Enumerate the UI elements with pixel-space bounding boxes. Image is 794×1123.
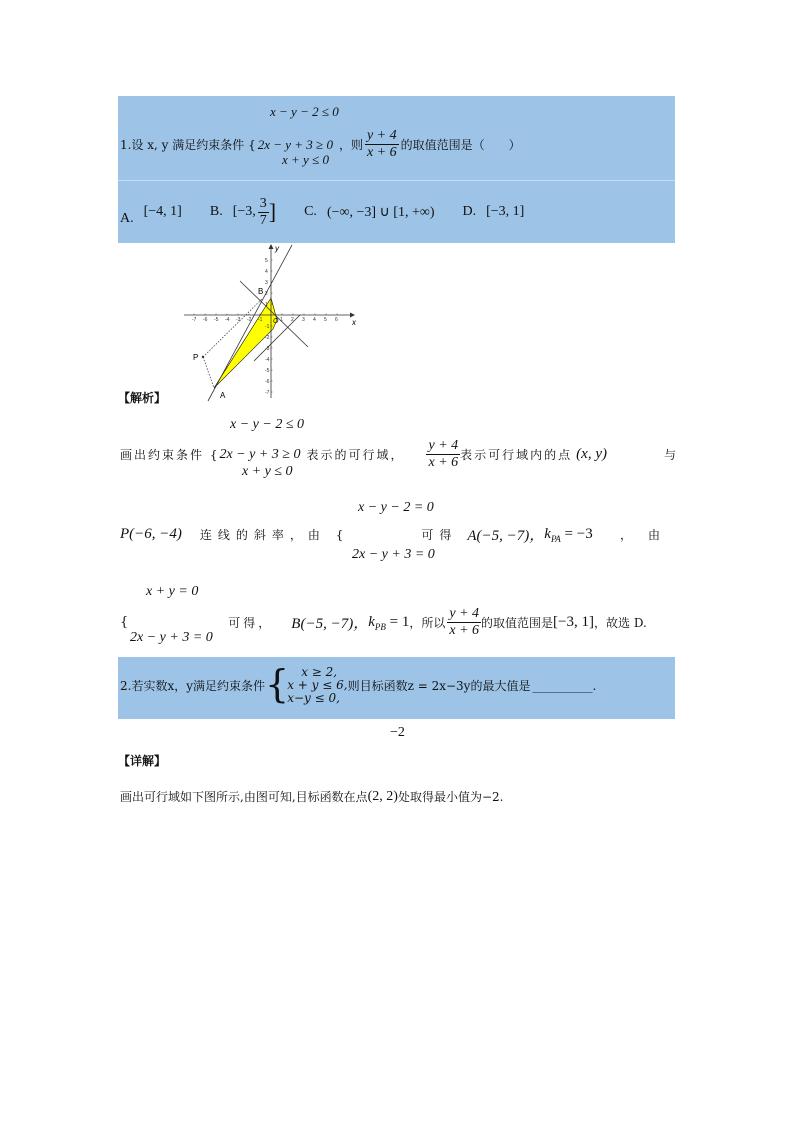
y-tick-label: -3 [265,346,270,352]
q2-blank[interactable]: __________ [532,678,593,693]
feasible-region [214,298,277,388]
analysis-line3-get: 可得， [228,616,274,630]
answer-heading: 【详解】 [118,754,167,768]
analysis-frac2-den: x + 6 [449,623,480,638]
y-tick-label: -2 [265,335,270,341]
analysis-line1-mid: 表示的可行域， [306,448,405,462]
option-b-value-post[interactable]: ] [268,199,277,224]
slope-pb-k: k [368,613,375,630]
y-tick-label: 4 [265,269,268,275]
answer-text-post: 处取得最小值为−2. [397,790,504,804]
x-tick-label: 6 [335,317,338,323]
x-tick-label: -4 [225,317,230,323]
analysis-line1-post: 表示可行域内的点 [460,448,573,462]
option-d-label[interactable]: D. [462,204,477,219]
x-tick-label: -6 [203,317,208,323]
analysis-eq-2: 2x − y + 3 = 0 [352,547,435,562]
analysis-line2-get: 可得 [421,528,458,542]
q1-fraction [365,128,399,161]
option-b-den: 7 [259,212,267,228]
analysis-frac-den: x + 6 [428,455,459,470]
analysis-point-xy: (x, y) [576,446,607,462]
point-p-coord: P(−6, −4) [120,526,182,542]
y-tick-label: 5 [265,258,268,264]
analysis-heading: 【解析】 [118,391,167,405]
q2-constraints [287,666,347,705]
slope-pa-k: k [544,525,551,542]
analysis-line-2 [120,524,676,545]
x-tick-label: -2 [247,317,252,323]
analysis-fraction [426,438,460,471]
slope-pb-value: = 1 [385,613,410,630]
q2-constraint-2: x + y ≤ 6, [287,678,348,692]
slope-pb [368,614,409,632]
option-b-num: 3 [259,195,267,211]
option-a-value[interactable]: [−4, 1] [143,204,182,219]
label-y-axis: y [275,244,279,253]
label-a: A [220,391,226,400]
q1-prefix: 1.设 x, y 满足约束条件 { [120,138,256,152]
q1-constraint-2: 2x − y + 3 ≥ 0 [257,136,333,152]
option-c-label[interactable]: C. [304,204,317,219]
x-tick-label: 4 [313,317,316,323]
label-p: P [193,353,199,362]
analysis-eq-1: x − y − 2 = 0 [358,500,434,515]
answer-point: (2, 2) [367,788,398,804]
analysis-eq-4: 2x − y + 3 = 0 [130,630,213,645]
option-b-value-pre[interactable]: [−3, [232,204,256,219]
analysis-frac2-num: y + 4 [449,606,480,621]
y-tick-label: -1 [265,324,270,330]
label-o: O [273,318,279,325]
slope-pa [544,526,592,544]
analysis-frac-num: y + 4 [428,438,459,453]
y-tick-label: -7 [265,390,270,396]
segment-pa [203,357,214,388]
option-b-label[interactable]: B. [209,204,223,219]
q1-frac-den: x + 6 [366,145,397,160]
answer-text [120,788,503,805]
option-b-fraction[interactable] [258,196,269,229]
x-tick-label: -1 [258,317,263,323]
analysis-line1-pre: 画出约束条件 { [120,448,220,462]
analysis-line1-end: 与 [663,448,676,462]
x-tick-label: 1 [280,317,283,323]
q2-suffix: 则目标函数z = 2x−3y的最大值是 [347,679,531,693]
analysis-line2-text: 连线的斜率，由 { [199,528,350,542]
q1-suffix: 的取值范围是（ ） [400,138,521,152]
q1-constraint-3: x + y ≤ 0 [282,152,329,167]
q2-constraint-3: x−y ≤ 0, [287,691,340,705]
q2-brace: { [265,661,290,706]
x-tick-label: -3 [236,317,241,323]
point-a-coord: A(−5, −7)， [467,528,545,544]
y-tick-label: 1 [265,302,268,308]
analysis-eq-3: x + y = 0 [146,584,199,599]
y-tick-label: 3 [265,280,268,286]
x-tick-label: 3 [302,317,305,323]
q2-constraint-1: x ≥ 2, [301,665,338,679]
q1-mid: ，则 [338,138,363,152]
option-a-label[interactable]: A. [120,211,134,226]
analysis-line3-end: ，故选 D. [594,616,647,630]
analysis-constraint-1: x − y − 2 ≤ 0 [230,417,305,432]
label-x-axis: x [352,318,356,327]
y-tick-label: 2 [265,291,268,297]
slope-pa-sub: PA [550,533,561,544]
answer-value: −2 [390,725,405,740]
analysis-line3-so: ，所以 [409,616,446,630]
analysis-line3-range: 的取值范围是 [481,616,554,630]
q1-frac-num: y + 4 [366,128,397,143]
analysis-constraint-2: 2x − y + 3 ≥ 0 [219,446,301,462]
analysis-line3-val: [−3, 1] [553,614,594,630]
q2-prefix: 2.若实数x，y满足约束条件 [120,679,265,693]
x-tick-label: -7 [192,317,197,323]
q2-end: . [592,678,597,693]
y-tick-label: -5 [265,368,270,374]
analysis-line-1 [120,438,676,471]
analysis-line3-brace: { [120,615,129,630]
y-tick-label: -6 [265,379,270,385]
x-tick-label: -5 [214,317,219,323]
x-axis-arrow [350,313,355,318]
analysis-fraction-2 [447,606,481,639]
y-axis-arrow [269,244,274,249]
point-b-coord: B(−5, −7)， [291,616,369,632]
feasible-region-graph [180,243,360,403]
x-tick-label: 5 [324,317,327,323]
y-tick-label: -4 [265,357,270,363]
slope-pa-value: = −3 [560,525,593,542]
option-c-value[interactable]: (−∞, −3] ∪ [1, +∞) [326,204,435,220]
option-d-value[interactable]: [−3, 1] [486,204,525,219]
x-tick-label: 2 [291,317,294,323]
q1-constraint-1: x − y − 2 ≤ 0 [270,104,339,119]
analysis-constraint-3: x + y ≤ 0 [242,464,293,479]
q2-stem [120,661,597,706]
answer-text-pre: 画出可行域如下图所示,由图可知,目标函数在点 [120,790,368,804]
label-b: B [258,287,264,296]
point-p [202,356,204,358]
analysis-line2-by: ，由 [619,528,676,542]
slope-pb-sub: PB [374,621,386,632]
line-2x-y+3 [208,245,292,401]
q1-options [120,195,525,228]
